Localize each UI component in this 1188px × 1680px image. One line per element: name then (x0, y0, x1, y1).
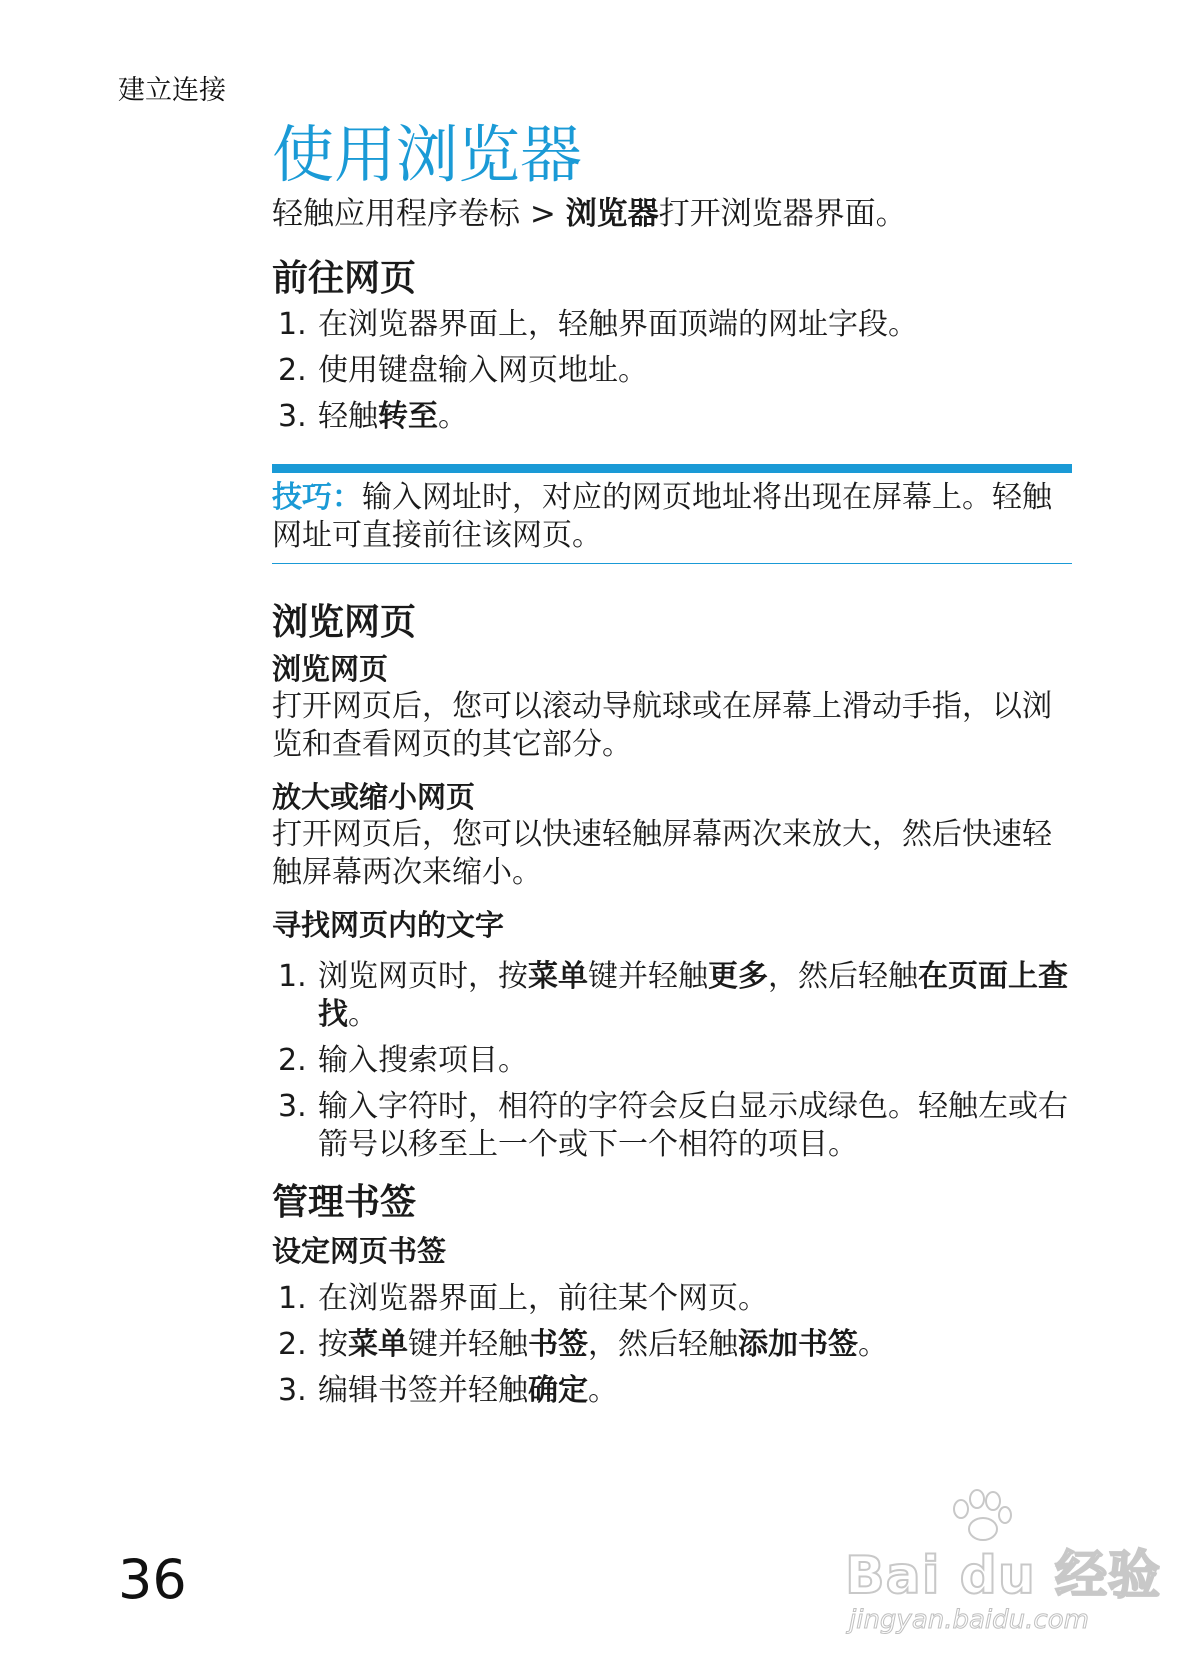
step-bold: 确定 (528, 1373, 588, 1408)
list-item (272, 1372, 1072, 1410)
list-item (272, 958, 1072, 1034)
step-text: 输入字符时，相符的字符会反白显示成绿色。轻触左或右箭号以移至上一个或下一个相符的项目。 (318, 1089, 1068, 1162)
step-text: 。 (348, 997, 378, 1032)
step-bold: 更多 (708, 959, 768, 994)
section-heading-bookmarks: 管理书签 (272, 1182, 417, 1223)
browse-paragraph: 打开网页后，您可以滚动导航球或在屏幕上滑动手指，以浏览和查看网页的其它部分。 (272, 689, 1052, 762)
step-bold: 菜单 (348, 1327, 408, 1362)
step-number: 2. (278, 353, 307, 388)
running-header: 建立连接 (118, 75, 226, 106)
zoom-paragraph: 打开网页后，您可以快速轻触屏幕两次来放大，然后快速轻触屏幕两次来缩小。 (272, 817, 1052, 890)
step-text: ，然后轻触 (768, 959, 918, 994)
step-bold: 添加书签 (738, 1327, 858, 1362)
list-item (272, 1280, 1072, 1318)
step-text: 。 (438, 399, 468, 434)
page-content (272, 118, 1072, 1418)
subheading-browse: 浏览网页 (272, 652, 389, 686)
step-bold: 菜单 (528, 959, 588, 994)
tip-box (272, 464, 1072, 564)
step-bold: 书签 (528, 1327, 588, 1362)
intro-text: 轻触应用程序卷标 > (272, 196, 566, 232)
step-text: 轻触 (318, 399, 378, 434)
tip-label: 技巧： (272, 480, 362, 515)
step-text: ，然后轻触 (588, 1327, 738, 1362)
step-text: 在浏览器界面上，前往某个网页。 (318, 1281, 768, 1316)
step-text: 按 (318, 1327, 348, 1362)
baidu-watermark (845, 1505, 1161, 1645)
page-number: 36 (118, 1548, 187, 1611)
page-title: 使用浏览器 (272, 118, 583, 191)
step-number: 1. (278, 959, 307, 994)
watermark-url: jingyan.baidu.com (849, 1605, 1089, 1635)
section-heading-browse: 浏览网页 (272, 602, 417, 643)
step-text: 。 (858, 1327, 888, 1362)
subheading-zoom: 放大或缩小网页 (272, 780, 476, 814)
find-steps (272, 958, 1072, 1164)
bookmark-steps (272, 1280, 1072, 1410)
step-number: 2. (278, 1327, 307, 1362)
step-number: 1. (278, 1281, 307, 1316)
goto-steps (272, 306, 1072, 436)
step-number: 3. (278, 1089, 307, 1124)
intro-bold: 浏览器 (565, 196, 659, 232)
step-bold: 在页面上查找 (318, 959, 1068, 1032)
tip-text: 输入网址时，对应的网页地址将出现在屏幕上。轻触网址可直接前往该网页。 (272, 480, 1052, 553)
list-item (272, 352, 1072, 390)
step-number: 2. (278, 1043, 307, 1078)
step-number: 3. (278, 399, 307, 434)
list-item (272, 1042, 1072, 1080)
list-item (272, 398, 1072, 436)
step-number: 3. (278, 1373, 307, 1408)
list-item (272, 306, 1072, 344)
step-text: 在浏览器界面上，轻触界面顶端的网址字段。 (318, 307, 918, 342)
watermark-logo: Bai du 经验 (845, 1546, 1161, 1606)
step-text: 浏览网页时，按 (318, 959, 528, 994)
step-text: 编辑书签并轻触 (318, 1373, 528, 1408)
list-item (272, 1088, 1072, 1164)
intro-text-end: 打开浏览器界面。 (658, 196, 907, 232)
step-number: 1. (278, 307, 307, 342)
step-text: 键并轻触 (588, 959, 708, 994)
subheading-set-bookmark: 设定网页书签 (272, 1234, 447, 1268)
step-text: 输入搜索项目。 (318, 1043, 528, 1078)
intro-paragraph (272, 194, 1072, 234)
list-item (272, 1326, 1072, 1364)
section-heading-goto: 前往网页 (272, 258, 417, 299)
step-bold: 转至 (378, 399, 438, 434)
subheading-find: 寻找网页内的文字 (272, 908, 505, 942)
step-text: 。 (588, 1373, 618, 1408)
step-text: 使用键盘输入网页地址。 (318, 353, 648, 388)
step-text: 键并轻触 (408, 1327, 528, 1362)
